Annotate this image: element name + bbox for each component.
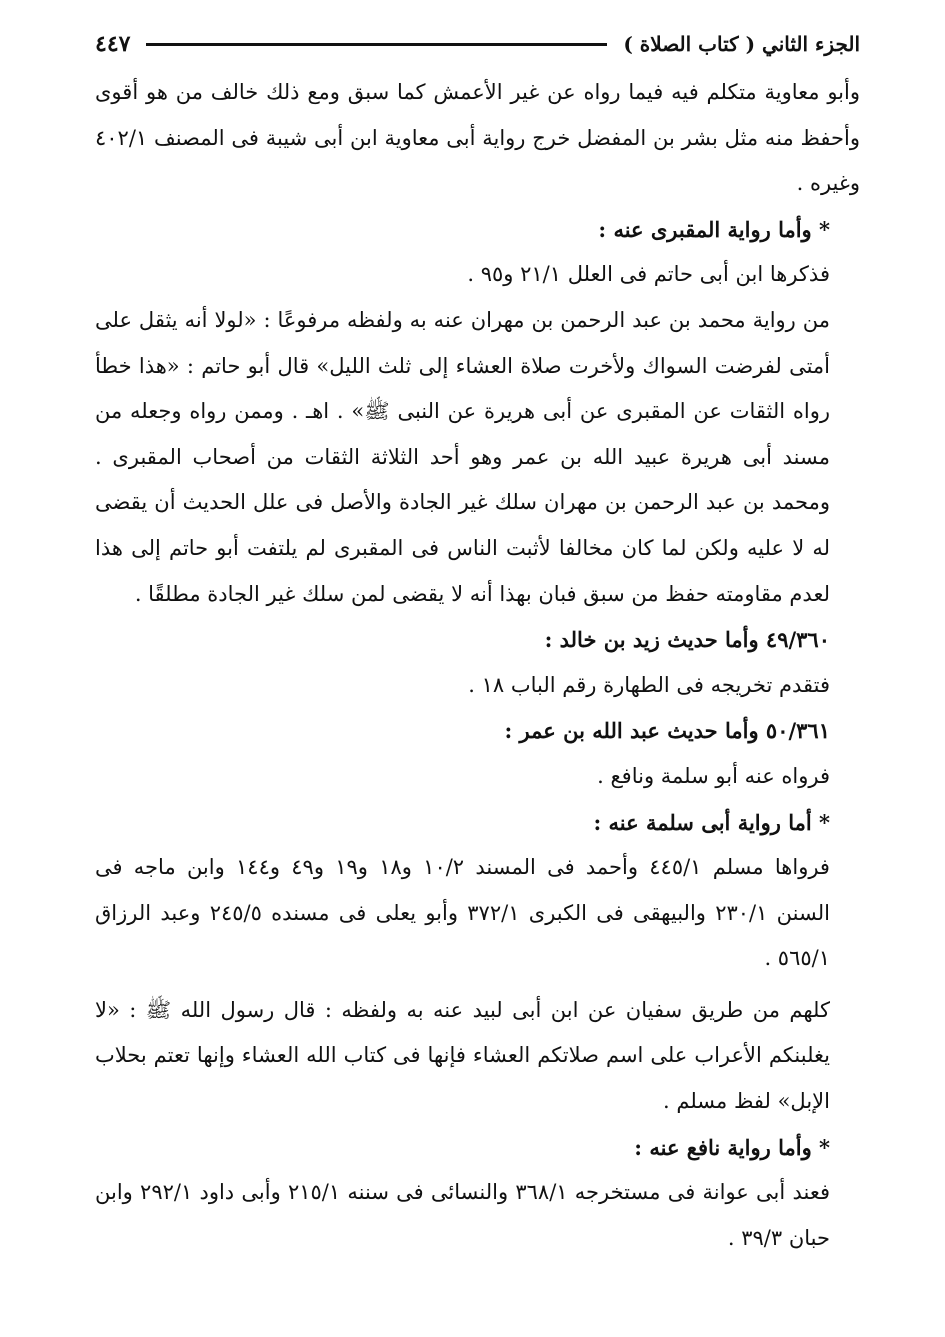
section-heading: * وأما رواية نافع عنه : xyxy=(634,1134,830,1160)
running-header xyxy=(95,22,860,66)
running-title: الجزء الثاني ( كتاب الصلاة ) xyxy=(623,32,860,56)
header-rule xyxy=(146,43,607,46)
paragraph: فتقدم تخريجه فى الطهارة رقم الباب ١٨ . xyxy=(468,672,830,697)
page-body xyxy=(95,70,860,1261)
paragraph: وأبو معاوية متكلم فيه فيما رواه عن غير الأعمش كما سبق ومع ذلك خالف من هو أقوى وأحفظ منه مثل بشر بن المفضل خرج رواية أبى معاوية ابن أبى شيبة فى المصنف ٤٠٢/١ وغيره . xyxy=(95,80,860,196)
paragraph: فعند أبى عوانة فى مستخرجه ٣٦٨/١ والنسائى فى سننه ٢١٥/١ وأبى داود ٢٩٢/١ وابن حبان ٣٩/٣ . xyxy=(95,1180,831,1250)
paragraph: من رواية محمد بن عبد الرحمن بن مهران عنه به ولفظه مرفوعًا : «لولا أنه يثقل على أمتى لفرضت السواك ولأخرت صلاة العشاء إلى ثلث الليل» قال أبو حاتم : «هذا خطأ رواه الثقات عن المقبرى عن أبى هريرة عن النبى ﷺ» . اهـ . وممن رواه وجعله من مسند أبى هريرة عبيد الله بن عمر وهو أحد الثلاثة الثقات من أصحاب المقبرى . ومحمد بن عبد الرحمن بن مهران سلك غير الجادة والأصل فى علل الحديث أن يقضى له لا عليه ولكن لما كان مخالفا لأثبت الناس فى المقبرى لم يلتفت أبو حاتم إلى هذا لعدم مقاومته حفظ من سبق فبان بهذا أنه لا يقضى لمن سلك غير الجادة مطلقًا . xyxy=(95,307,830,606)
paragraph: فذكرها ابن أبى حاتم فى العلل ٢١/١ و٩٥ . xyxy=(467,262,830,287)
hadith-heading: ٤٩/٣٦٠ وأما حديث زيد بن خالد : xyxy=(544,627,830,653)
paragraph: كلهم من طريق سفيان عن ابن أبى لبيد عنه به ولفظه : قال رسول الله ﷺ : «لا يغلبنكم الأعراب على اسم صلاتكم العشاء فإنها فى كتاب الله العشاء وإنها تعتم بحلاب الإبل» لفظ مسلم . xyxy=(95,997,830,1114)
section-heading: * وأما رواية المقبرى عنه : xyxy=(598,216,830,242)
page-number: ٤٤٧ xyxy=(95,31,131,57)
paragraph: فرواه عنه أبو سلمة ونافع . xyxy=(597,763,830,788)
hadith-heading: ٥٠/٣٦١ وأما حديث عبد الله بن عمر : xyxy=(504,718,830,744)
paragraph: فرواها مسلم ٤٤٥/١ وأحمد فى المسند ١٠/٢ و١٨ و١٩ و٤٩ و١٤٤ وابن ماجه فى السنن ٢٣٠/١ والبيهقى فى الكبرى ٣٧٢/١ وأبو يعلى فى مسنده ٢٤٥/٥ وعبد الرزاق ٥٦٥/١ . xyxy=(95,855,830,971)
section-heading: * أما رواية أبى سلمة عنه : xyxy=(593,809,830,835)
